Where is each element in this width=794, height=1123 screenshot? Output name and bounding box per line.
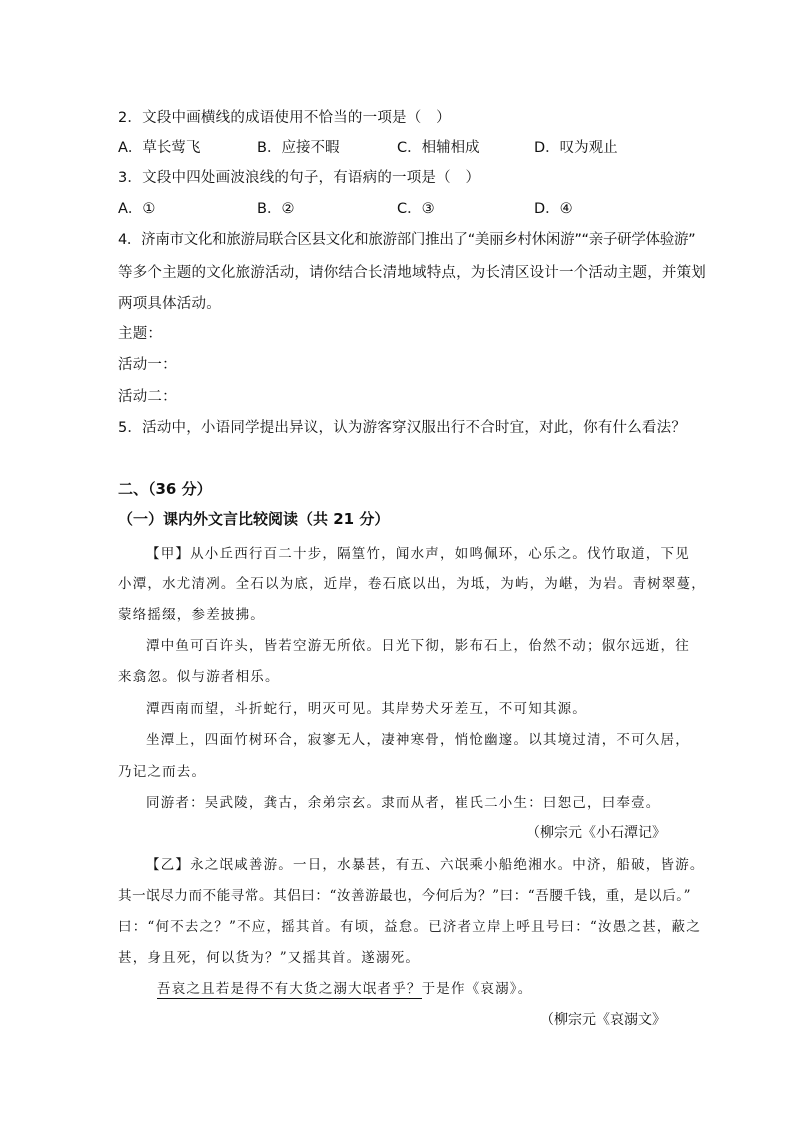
jia-line-8: 乃记之而去。 (118, 764, 207, 780)
q2-option-b: B．应接不暇 (257, 140, 340, 156)
q3-option-d: D．④ (534, 201, 573, 217)
yi-line-2: 其一氓尽力而不能寻常。其侣曰：“汝善游最也，今何后为？”曰：“吾腰千钱，重，是以后。” (118, 888, 692, 904)
q2-option-c: C．相辅相成 (397, 140, 480, 156)
yi-line-1: 【乙】永之氓咸善游。一日，水暴甚，有五、六氓乘小船绝湘水。中济，船破，皆游。 (146, 857, 705, 873)
yi-line-5 (157, 977, 532, 997)
q2-option-d: D．叹为观止 (534, 140, 618, 156)
q3-option-c: C．③ (397, 201, 435, 217)
jia-line-7: 坐潭上，四面竹树环合，寂寥无人，凄神寒骨，悄怆幽邃。以其境过清，不可久居， (146, 732, 690, 748)
jia-line-1: 【甲】从小丘西行百二十步，隔篁竹，闻水声，如鸣佩环，心乐之。伐竹取道，下见 (146, 546, 690, 562)
q4-line-2: 等多个主题的文化旅游活动，请你结合长清地域特点，为长清区设计一个活动主题，并策划 (118, 265, 706, 281)
q2-options (118, 136, 678, 156)
q4-line-3: 两项具体活动。 (118, 296, 221, 312)
jia-line-6: 潭西南而望，斗折蛇行，明灭可见。其岸势犬牙差互，不可知其源。 (146, 701, 587, 717)
yi-line-3: 曰：“何不去之？”不应，摇其首。有顷，益怠。已济者立岸上呼且号曰：“汝愚之甚，蔽之 (118, 919, 701, 935)
jia-source: （柳宗元《小石潭记》 (526, 825, 666, 841)
yi-source: （柳宗元《哀溺文》 (540, 1012, 666, 1028)
q5-stem: 5．活动中，小语同学提出异议，认为游客穿汉服出行不合时宜，对此，你有什么看法？ (118, 420, 687, 436)
q4-field-activity-1: 活动一： (118, 357, 177, 373)
jia-line-2: 小潭，水尤清冽。全石以为底，近岸，卷石底以出，为坻，为屿，为嵁，为岩。青树翠蔓， (118, 576, 706, 592)
q2-option-a: A．草长莺飞 (118, 140, 201, 156)
jia-line-3: 蒙络摇缀，参差披拂。 (118, 607, 265, 623)
section-subtitle: （一）课内外文言比较阅读（共 21 分） (118, 510, 390, 528)
yi-line-5-tail: 于是作《哀溺》。 (421, 981, 533, 997)
q3-stem: 3．文段中四处画波浪线的句子，有语病的一项是（ ） (118, 170, 481, 186)
q3-option-b: B．② (257, 201, 295, 217)
q3-option-a: A．① (118, 201, 156, 217)
q4-field-activity-2: 活动二： (118, 389, 177, 405)
jia-line-5: 来翕忽。似与游者相乐。 (118, 669, 280, 685)
q3-options (118, 197, 678, 217)
q2-stem: 2．文段中画横线的成语使用不恰当的一项是（ ） (118, 110, 451, 126)
yi-line-4: 甚，身且死，何以货为？”又摇其首。遂溺死。 (118, 950, 421, 966)
jia-line-4: 潭中鱼可百许头，皆若空游无所依。日光下彻，影布石上，佁然不动；俶尔远逝，往 (146, 638, 690, 654)
q4-field-theme: 主题： (118, 326, 163, 342)
underlined-sentence: 吾哀之且若是得不有大货之溺大氓者乎？ (157, 981, 422, 997)
jia-line-9: 同游者：吴武陵，龚古，余弟宗玄。隶而从者，崔氏二小生：曰恕己，曰奉壹。 (146, 795, 661, 811)
q4-line-1: 4．济南市文化和旅游局联合区县文化和旅游部门推出了“美丽乡村休闲游”“亲子研学体验游” (118, 232, 696, 248)
section-title: 二、（36 分） (118, 480, 212, 498)
